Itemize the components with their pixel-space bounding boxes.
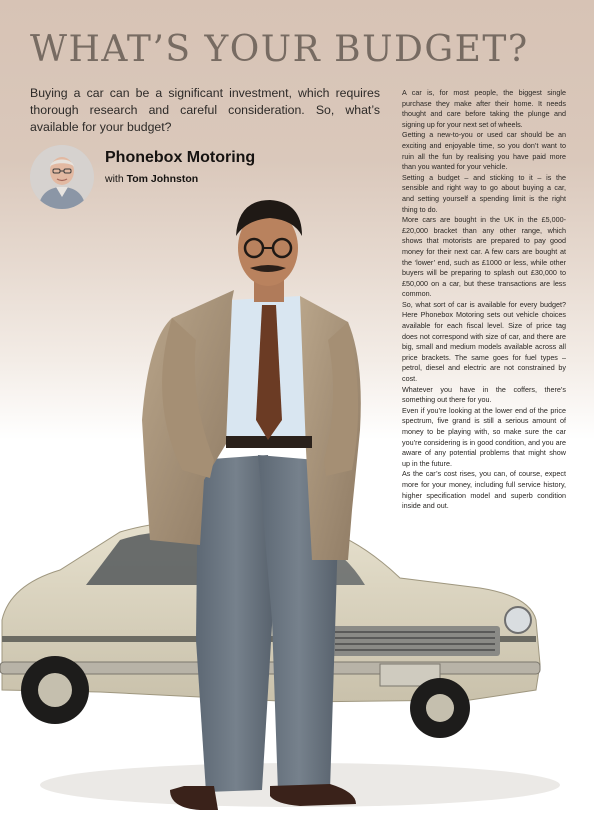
body-paragraph: A car is, for most people, the biggest single purchase they make after their home. It needs thought and care before taking the plunge and signing up for your next set of wheels. bbox=[402, 88, 566, 129]
body-paragraph: So, what sort of car is available for every budget? Here Phonebox Motoring sets out vehicle choices available for each fiscal level. Size of price tag does not correspond with size of car, and there are big, small and medium models available across all price brackets. The same goes for fuel types – petrol, diesel and electric are not constrained by cost. bbox=[402, 299, 566, 384]
column-name: Phonebox Motoring bbox=[105, 149, 256, 166]
body-paragraph: Even if you’re looking at the lower end of the price spectrum, five grand is still a serious amount of money to be playing with, so make sure the car you’re considering is in good condition, and you are aware of any potential problems that might show up in the future. bbox=[402, 405, 566, 468]
intro-paragraph: Buying a car can be a significant investment, which requires thorough research and careful consideration. So, what’s available for your budget? bbox=[30, 86, 380, 134]
body-paragraph: Setting a budget – and sticking to it – is the sensible and right way to go about buying a car, and setting yourself a spending limit is the right thing to do. bbox=[402, 172, 566, 214]
body-paragraph: More cars are bought in the UK in the £5,000-£20,000 bracket than any other range, which shows that motorists are prepared to pay good money for their next car. A few cars are bought at the ‘lower’ end, such as £1000 or less, while other buyers will be preparing to splash out £30,000 to £50,000 on a car, but these transactions are less common. bbox=[402, 215, 566, 299]
body-paragraph: Getting a new-to-you or used car should be an exciting and enjoyable time, so you don’t want to ruin all the fun by realising you have paid more than you wanted for your vehicle. bbox=[402, 130, 566, 172]
man-with-classic-car-illustration bbox=[0, 190, 594, 840]
body-paragraph: As the car’s cost rises, you can, of course, expect more for your money, including full service history, higher specification model and superb condition inside and out. bbox=[402, 469, 566, 511]
author-name: Tom Johnston bbox=[126, 173, 199, 185]
man-figure bbox=[142, 200, 361, 810]
body-paragraph: Whatever you have in the coffers, there’s something out there for you. bbox=[402, 384, 566, 405]
with-label: with bbox=[105, 173, 124, 185]
page-headline: WHAT’S YOUR BUDGET? bbox=[30, 29, 529, 70]
author-credit bbox=[105, 173, 198, 185]
